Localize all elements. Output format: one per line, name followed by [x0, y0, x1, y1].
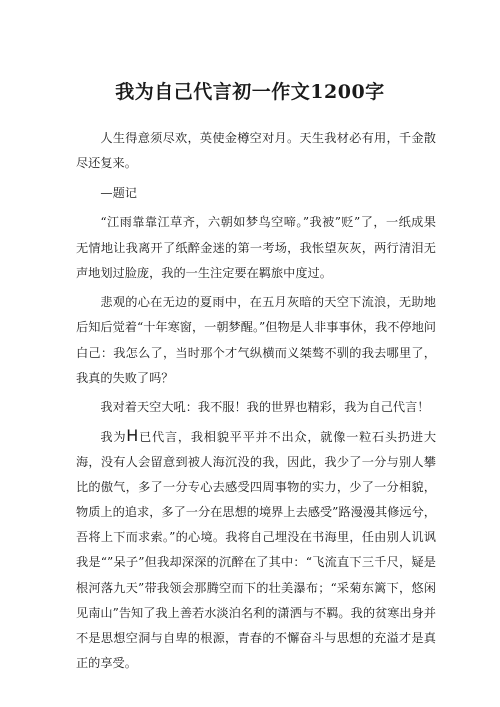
paragraph-4-large-char: H — [126, 426, 139, 445]
paragraph-epigraph-attribution: —题记 — [100, 185, 137, 200]
paragraph-epigraph: 人生得意须尽欢，英使金樽空对月。天生我材必有用，千金散尽还复来。 — [76, 131, 436, 171]
paragraph-4-text: 已代言，我相貌平平并不出众，就像一粒石头扔进大海，没有人会留意到被人海沉没的我，因此，我少了一分与别人攀比的傲气，多了一分专心去感受四周事物的实力，少了一分相貌，物质上的追求，多了一分在思想的境界上去感受”路漫漫其修远兮，吾将上下而求索。”的心境。我将自己埋没在书海里，任由别人讥讽我是“”呆子”但我却深深的沉醉在了其中：“飞流直下三千尺，疑是根河落九天”带我领会那腾空而下的壮美瀑布；“采菊东篱下，悠闲见南山”告知了我上善若水淡泊名利的潇洒与不羁。我的贫寒出身并不是思想空洞与自卑的根源，青春的不懈奋斗与思想的充溢才是真正的享受。 — [76, 430, 437, 670]
paragraph-4 — [76, 425, 436, 676]
paragraph-2: 悲观的心在无边的夏雨中，在五月灰暗的天空下流浪，无助地后知后觉着“十年寒窗，一朝梦醒。”但物是人非事事休，我不停地问白己：我怎么了，当时那个才气纵横而义桀骜不驯的我去哪里了，我真的失败了吗？ — [76, 295, 436, 385]
paragraph-3: 我对着天空大吼：我不服！我的世界也精彩，我为自己代言！ — [100, 400, 430, 415]
paragraph-1: “江雨靠靠江草齐，六朝如梦鸟空啼。”我被”贬”了，一纸成果无情地让我离开了纸醉金迷的第一考场，我怅望灰灰，两行清泪无声地划过脸庞，我的一生注定要在羁旅中度过。 — [76, 215, 436, 280]
document-title: 我为自己代言初一作文1200字 — [115, 81, 385, 103]
paragraph-4-prefix: 我为 — [100, 430, 127, 444]
document-body — [76, 126, 436, 681]
